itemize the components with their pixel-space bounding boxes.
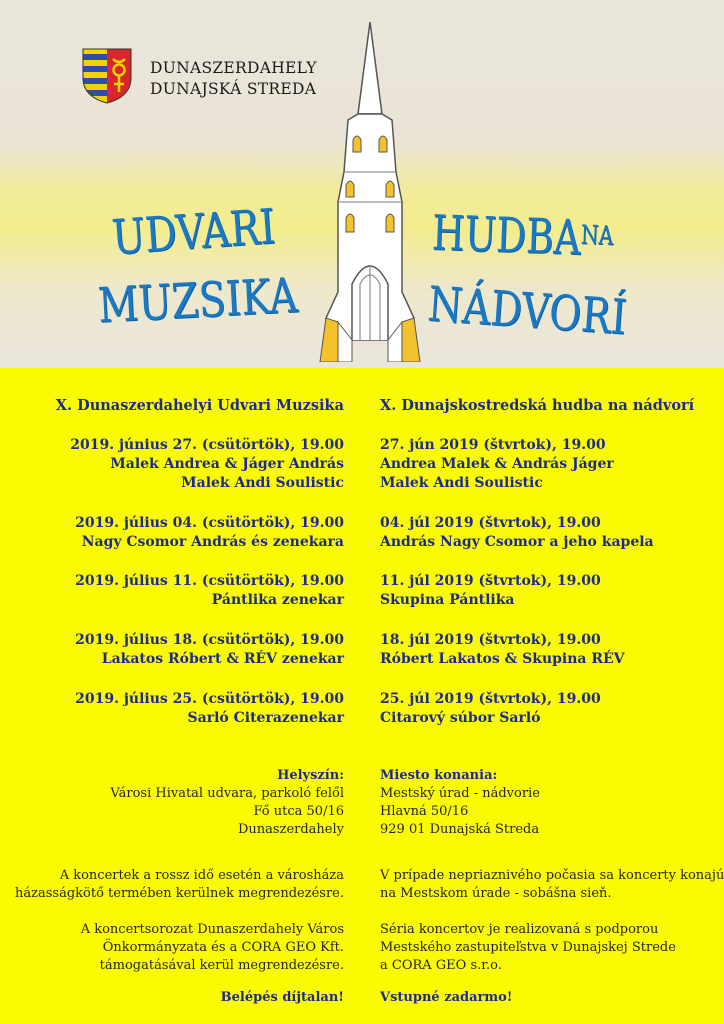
venue-label-hu: Helyszín: (277, 768, 344, 783)
concert-date-hu: 2019. július 04. (csütörtök), 19.00 (75, 515, 344, 531)
title-sk-hudba: HUDBA (431, 205, 582, 267)
support-note-hu: A koncertsorozat Dunaszerdahely Város (80, 922, 344, 937)
support-note-hu: támogatásával kerül megrendezésre. (99, 958, 344, 973)
concert-performer-sk: Citarový súbor Sarló (380, 710, 541, 726)
church-tower-illustration (318, 22, 422, 362)
concert-performer-sk: András Nagy Csomor a jeho kapela (380, 534, 654, 550)
venue-line-hu: Fő utca 50/16 (253, 804, 344, 819)
title-hu-line1: UDVARI (110, 198, 277, 266)
concert-date-sk: 27. jún 2019 (štvrtok), 19.00 (380, 437, 606, 453)
free-entry-hu: Belépés díjtalan! (220, 990, 344, 1005)
concert-date-sk: 11. júl 2019 (štvrtok), 19.00 (380, 573, 601, 589)
concert-date-sk: 18. júl 2019 (štvrtok), 19.00 (380, 632, 601, 648)
concert-date-hu: 2019. július 25. (csütörtök), 19.00 (75, 691, 344, 707)
concert-date-hu: 2019. június 27. (csütörtök), 19.00 (70, 437, 344, 453)
concert-performer-sk: Andrea Malek & András Jáger (380, 456, 614, 472)
support-note-hu: Önkormányzata és a CORA GEO Kft. (102, 940, 344, 955)
concert-performer-sk: Malek Andi Soulistic (380, 475, 543, 491)
concert-performer-hu: Sarló Citerazenekar (187, 710, 344, 726)
poster-header (0, 0, 724, 368)
concert-date-sk: 25. júl 2019 (štvrtok), 19.00 (380, 691, 601, 707)
venue-line-sk: 929 01 Dunajská Streda (380, 822, 540, 837)
coat-of-arms-logo (82, 48, 132, 104)
venue-line-hu: Városi Hivatal udvara, parkoló felől (110, 786, 344, 801)
title-sk-line1 (431, 205, 614, 267)
venue-line-sk: Hlavná 50/16 (380, 804, 469, 819)
weather-note-hu: A koncertek a rossz idő esetén a városháza (59, 868, 344, 883)
town-name-sk: DUNAJSKÁ STREDA (150, 80, 317, 98)
concert-performer-hu: Malek Andrea & Jáger András (110, 456, 344, 472)
concert-performer-sk: Róbert Lakatos & Skupina RÉV (380, 651, 625, 667)
title-sk-line2: NÁDVORÍ (426, 276, 629, 346)
support-note-sk: a CORA GEO s.r.o. (380, 958, 502, 973)
concert-date-sk: 04. júl 2019 (štvrtok), 19.00 (380, 515, 601, 531)
concert-performer-sk: Skupina Pántlika (380, 592, 515, 608)
concert-performer-hu: Pántlika zenekar (211, 592, 344, 608)
weather-note-hu: házasságkötő termében kerülnek megrendezésre. (15, 886, 344, 901)
weather-note-sk: na Mestskom úrade - sobášna sieň. (380, 886, 612, 901)
support-note-sk: Mestského zastupiteľstva v Dunajskej Strede (380, 940, 676, 955)
title-hu-line2: MUZSIKA (96, 267, 299, 334)
title-sk-na: NA (580, 220, 614, 252)
venue-label-sk: Miesto konania: (380, 768, 498, 783)
town-name-hu: DUNASZERDAHELY (150, 59, 317, 77)
concert-performer-hu: Nagy Csomor András és zenekara (81, 534, 344, 550)
free-entry-sk: Vstupné zadarmo! (380, 990, 513, 1005)
support-note-sk: Séria koncertov je realizovaná s podporou (380, 922, 659, 937)
program-heading-sk: X. Dunajskostredská hudba na nádvorí (380, 397, 695, 414)
concert-date-hu: 2019. július 18. (csütörtök), 19.00 (75, 632, 344, 648)
venue-line-sk: Mestský úrad - nádvorie (380, 786, 540, 801)
concert-performer-hu: Malek Andi Soulistic (181, 475, 344, 491)
weather-note-sk: V prípade nepriaznivého počasia sa koncerty konajú (380, 868, 724, 883)
concert-date-hu: 2019. július 11. (csütörtök), 19.00 (75, 573, 344, 589)
program-heading-hu: X. Dunaszerdahelyi Udvari Muzsika (55, 397, 344, 414)
concert-performer-hu: Lakatos Róbert & RÉV zenekar (101, 651, 344, 667)
town-name (150, 58, 317, 100)
venue-line-hu: Dunaszerdahely (238, 822, 344, 837)
